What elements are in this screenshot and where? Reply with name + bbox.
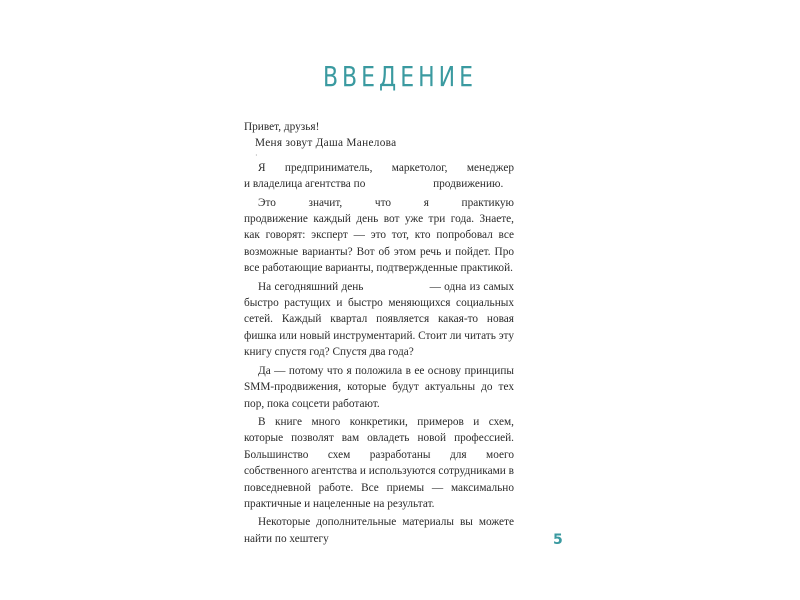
chapter-title: ВВЕДЕНИЕ <box>322 62 478 94</box>
paragraph: Я предприниматель, маркетолог, менеджер и владелица агентства по продвижению. <box>244 161 571 191</box>
paragraph: Да — потому что я положила в ее основу принципы SMM-продвижения, которые будут актуальны до тех пор, пока соцсети работают. <box>244 364 514 410</box>
paragraph: В книге много конкретики, примеров и схем, которые позволят вам овладеть новой профессией. Большинство схем разработаны для моего собственного агентства и используются сотрудниками в повседневной работе. Все приемы — максимально практичные и нацеленные на результат. <box>244 415 514 510</box>
paragraph: Некоторые дополнительные материалы вы можете найти по хештегу <box>244 516 514 545</box>
paragraph: На сегодняшний день — одна из самых быстро растущих и быстро меняющихся социальных сетей. Каждый квартал появляется какая-то новая фишка или новый инструментарий. Стоит ли читать эту книгу спустя год? Спустя два года? <box>244 280 517 359</box>
body-text <box>244 119 571 549</box>
greeting-line: Привет, друзья! <box>244 121 320 133</box>
paragraph: Это значит, что я практикую продвижение каждый день вот уже три года. Знаете, как говорят: эксперт — это тот, кто попробовал все возможные варианты? Вот об этом речь и пойдет. Про все работающие варианты, подтвержденные практикой. <box>244 196 571 275</box>
page-number: 5 <box>553 532 563 548</box>
author-intro-line: Меня зовут Даша Манелова <box>255 137 397 150</box>
dot-mark: · <box>255 150 258 160</box>
